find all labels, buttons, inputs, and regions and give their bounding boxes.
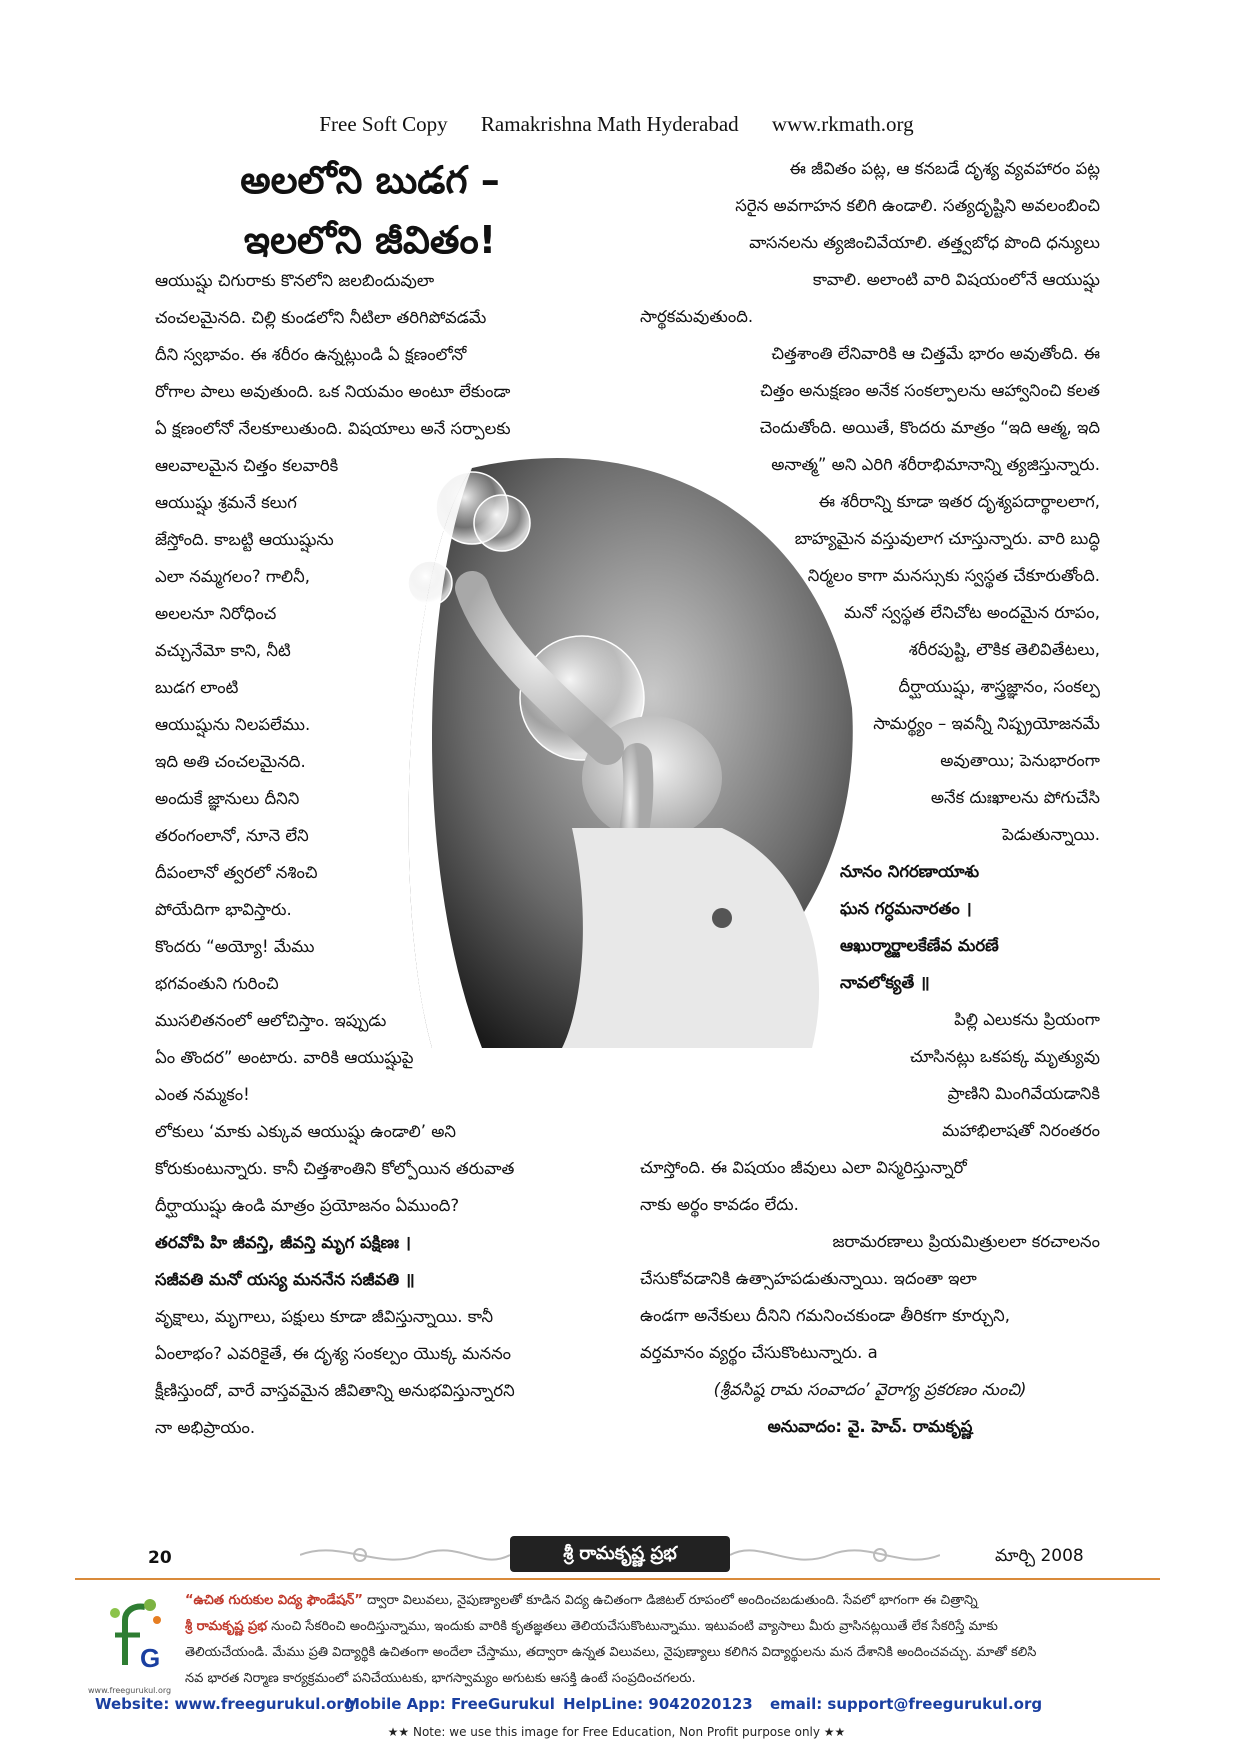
paragraph-line: ముసలితనంలో ఆలోచిస్తాం. ఇప్పుడు xyxy=(155,1011,387,1030)
usage-note: ★★ Note: we use this image for Free Education, Non Profit purpose only ★★ xyxy=(387,1725,846,1739)
paragraph-line: చిత్తం అనుక్షణం అనేక సంకల్పాలను ఆహ్వానించి కలత xyxy=(760,381,1100,400)
article-translator: అనువాదం: వై. హెచ్. రామకృష్ణ xyxy=(767,1417,973,1436)
article-source: (శ్రీవసిష్ఠ రామ సంవాదం’ వైరాగ్య ప్రకరణం నుంచి) xyxy=(713,1380,1027,1399)
email-link[interactable]: email: support@freegurukul.org xyxy=(770,1695,1043,1713)
paragraph-line: మహాభిలాషతో నిరంతరం xyxy=(942,1121,1100,1140)
magazine-name: శ్రీ రామకృష్ణ ప్రభ xyxy=(510,1536,730,1572)
title-line: ఇలలోని జీవితం! xyxy=(243,218,497,262)
paragraph-line: వాసనలను త్యజించివేయాలి. తత్త్వబోధ పొంది ధన్యులు xyxy=(749,233,1100,252)
paragraph-line: దీపంలానో త్వరలో నశించి xyxy=(155,863,318,882)
paragraph-line: నా అభిప్రాయం. xyxy=(155,1418,256,1437)
paragraph-line: ఉండగా అనేకులు దీనిని గమనించకుండా తీరికగా కూర్చుని, xyxy=(640,1306,1010,1325)
paragraph-line: చూస్తోంది. ఈ విషయం జీవులు ఎలా విస్మరిస్తున్నారో xyxy=(640,1158,967,1177)
article-title xyxy=(150,150,590,270)
paragraph-line: వృక్షాలు, మృగాలు, పక్షులు కూడా జీవిస్తున్నాయి. కానీ xyxy=(155,1307,494,1326)
paragraph-line: ప్రాణిని మింగివేయడానికి xyxy=(947,1084,1100,1103)
verse-line: సజీవతి మనో యస్య మననేన సజీవతి ॥ xyxy=(155,1270,415,1289)
verse-line: ఘన గర్ధమనారతం । xyxy=(840,899,972,918)
paragraph-line: ఆయుష్షును నిలపలేము. xyxy=(155,715,311,734)
paragraph-line: ఆయుష్షు చిగురాకు కొనలోని జలబిందువులా xyxy=(155,271,435,290)
article-left-column xyxy=(155,262,615,1446)
paragraph-line: పోయేదిగా భావిస్తారు. xyxy=(155,900,292,919)
paragraph-line: జరామరణాలు ప్రియమిత్రులలా కరచాలనం xyxy=(832,1232,1100,1251)
paragraph-line: ఎంత నమ్మకం! xyxy=(155,1085,250,1104)
paragraph-line: అందుకే జ్ఞానులు దీనిని xyxy=(155,789,300,808)
paragraph-line: దీర్ఘాయుష్షు ఉండి మాత్రం ప్రయోజనం ఏముంది? xyxy=(155,1196,460,1215)
notice-text: నుంచి సేకరించి అందిస్తున్నాము, ఇందుకు వారికి కృతజ్ఞతలు తెలియచేసుకొంటున్నాము. ఇటువంటి వ్యాసాలు మీరు వ్రాసినట్లయితే లేక సేకరిస్తే మాకు xyxy=(266,1619,998,1634)
paragraph-line: దీర్ఘాయుష్షు, శాస్త్రజ్ఞానం, సంకల్ప xyxy=(898,677,1100,696)
page-number: 20 xyxy=(148,1548,172,1568)
paragraph-line: ఈ జీవితం పట్ల, ఆ కనబడే దృశ్య వ్యవహారం పట్ల xyxy=(789,159,1100,178)
mobile-app-link[interactable]: Mobile App: FreeGurukul xyxy=(345,1695,555,1713)
freegurukul-notice xyxy=(185,1588,1115,1692)
notice-text: తెలియచేయండి. మేము ప్రతి విద్యార్థికి ఉచితంగా అందేలా చేస్తాము, తద్వారా ఉన్నత విలువలు, నైపుణ్యాలు కలిగిన విద్యార్థులను మన దేశానికి అందించవచ్చు. మాతో కలిసి xyxy=(185,1645,1037,1660)
paragraph-line: ఇది అతి చంచలమైనది. xyxy=(155,752,306,771)
paragraph-line: ఆలవాలమైన చిత్తం కలవారికి xyxy=(155,456,339,475)
page-header xyxy=(0,112,1233,137)
paragraph-line: చిత్తశాంతి లేనివారికి ఆ చిత్తమే భారం అవుతోంది. ఈ xyxy=(771,344,1100,363)
footer-divider xyxy=(75,1578,1160,1580)
website-link[interactable]: Website: www.freegurukul.org xyxy=(95,1695,355,1713)
paragraph-line: దీని స్వభావం. ఈ శరీరం ఉన్నట్లుండి ఏ క్షణంలోనో xyxy=(155,345,467,364)
verse-line: నావలోక్యతే ॥ xyxy=(840,973,930,992)
paragraph-line: భగవంతుని గురించి xyxy=(155,974,279,993)
paragraph-line: నాకు అర్థం కావడం లేదు. xyxy=(640,1195,799,1214)
paragraph-line: చేసుకోవడానికి ఉత్సాహపడుతున్నాయి. ఇదంతా ఇలా xyxy=(640,1269,977,1288)
paragraph-line: బాహ్యమైన వస్తువులాగ చూస్తున్నారు. వారి బుద్ధి xyxy=(794,529,1100,548)
svg-text:G: G xyxy=(140,1643,161,1673)
paragraph-line: సార్థకమవుతుంది. xyxy=(640,307,754,326)
paragraph-line: ఎలా నమ్మగలం? గాలినీ, xyxy=(155,567,310,586)
notice-text: ద్వారా విలువలు, నైపుణ్యాలతో కూడిన విద్య ఉచితంగా డిజిటల్ రూపంలో అందించబడుతుంది. సేవలో భాగంగా ఈ చిత్రాన్ని xyxy=(362,1593,978,1608)
article-right-column xyxy=(640,150,1100,1445)
foundation-name: “ఉచిత గురుకుల విద్య ఫౌండేషన్” xyxy=(185,1593,363,1608)
paragraph-line: అనాత్మ” అని ఎరిగి శరీరాభిమానాన్ని త్యజిస్తున్నారు. xyxy=(771,455,1100,474)
verse-line: నూనం నిగరణాయాశు xyxy=(840,862,980,881)
freegurukul-logo-url: www.freegurukul.org xyxy=(88,1686,172,1695)
paragraph-line: పెడుతున్నాయి. xyxy=(1002,825,1100,844)
paragraph-line: క్షీణిస్తుందో, వారే వాస్తవమైన జీవితాన్ని అనుభవిస్తున్నారని xyxy=(155,1381,515,1400)
verse-line: తరవోపి హి జీవన్తి, జీవన్తి మృగ పక్షిణః । xyxy=(155,1233,411,1252)
paragraph-line: చెందుతోంది. అయితే, కొందరు మాత్రం “ఇది ఆత్మ, ఇది xyxy=(759,418,1100,437)
paragraph-line: లోకులు ‘మాకు ఎక్కువ ఆయుష్షు ఉండాలి’ అని xyxy=(155,1122,457,1141)
paragraph-line: చూసినట్లు ఒకపక్క మృత్యువు xyxy=(910,1047,1100,1066)
header-free-copy: Free Soft Copy xyxy=(319,112,448,136)
paragraph-line: కోరుకుంటున్నారు. కానీ చిత్తశాంతిని కోల్పోయిన తరువాత xyxy=(155,1159,515,1178)
paragraph-line: సరైన అవగాహన కలిగి ఉండాలి. సత్యదృష్టిని అవలంబించి xyxy=(735,196,1100,215)
paragraph-line: శరీరపుష్టి, లౌకిక తెలివితేటలు, xyxy=(908,640,1100,659)
paragraph-line: బుడగ లాంటి xyxy=(155,678,239,697)
paragraph-line: అలలనూ నిరోధించ xyxy=(155,604,277,623)
paragraph-line: కావాలి. అలాంటి వారి విషయంలోనే ఆయుష్షు xyxy=(812,270,1100,289)
paragraph-line: అవుతాయి; పెనుభారంగా xyxy=(940,751,1100,770)
notice-text: నవ భారత నిర్మాణ కార్యక్రమంలో పనిచేయుటకు, భాగస్వామ్యం అగుటకు ఆసక్తి ఉంటే సంప్రదించగలరు. xyxy=(185,1671,696,1686)
magazine-credit: శ్రీ రామకృష్ణ ప్రభ xyxy=(185,1619,267,1634)
header-website[interactable]: www.rkmath.org xyxy=(771,112,914,136)
paragraph-line: కొందరు “అయ్యో! మేము xyxy=(155,937,315,956)
verse-line: ఆఖుర్మార్జాలకేణేవ మరణే xyxy=(840,936,999,955)
paragraph-line: ఆయుష్షు శ్రమనే కలుగ xyxy=(155,493,297,512)
paragraph-line: ఏంలాభం? ఎవరికైతే, ఈ దృశ్య సంకల్పం యొక్క మననం xyxy=(155,1344,512,1363)
issue-date: మార్చి 2008 xyxy=(995,1546,1084,1566)
header-publisher: Ramakrishna Math Hyderabad xyxy=(480,112,739,136)
paragraph-line: చంచలమైనది. చిల్లి కుండలోని నీటిలా తరిగిపోవడమే xyxy=(155,308,487,327)
paragraph-line: రోగాల పాలు అవుతుంది. ఒక నియమం అంటూ లేకుండా xyxy=(155,382,511,401)
paragraph-line: తరంగంలానో, నూనె లేని xyxy=(155,826,309,845)
paragraph-line: మనో స్వస్థత లేనిచోట అందమైన రూపం, xyxy=(844,603,1100,622)
paragraph-line: ఏం తొందర” అంటారు. వారికి ఆయుష్షుపై xyxy=(155,1048,414,1067)
paragraph-line: జేస్తోంది. కాబట్టి ఆయుష్షును xyxy=(155,530,334,549)
title-line: అలలోని బుడగ – xyxy=(240,158,500,202)
paragraph-line: అనేక దుఃఖాలను పోగుచేసి xyxy=(930,788,1100,807)
paragraph-line: ఏ క్షణంలోనో నేలకూలుతుంది. విషయాలు అనే సర్పాలకు xyxy=(155,419,511,438)
paragraph-line: సామర్థ్యం – ఇవన్నీ నిష్ప్రయోజనమే xyxy=(873,714,1100,733)
helpline-number[interactable]: HelpLine: 9042020123 xyxy=(563,1695,753,1713)
paragraph-line: పిల్లి ఎలుకను ప్రియంగా xyxy=(954,1010,1100,1029)
paragraph-line: నిర్మలం కాగా మనస్సుకు స్వస్థత చేకూరుతోంది. xyxy=(807,566,1100,585)
paragraph-line: వర్తమానం వ్యర్థం చేసుకొంటున్నారు. a xyxy=(640,1343,878,1362)
paragraph-line: వచ్చునేమో కాని, నీటి xyxy=(155,641,291,660)
paragraph-line: ఈ శరీరాన్ని కూడా ఇతర దృశ్యపదార్థాలలాగ, xyxy=(818,492,1100,511)
freegurukul-logo-icon xyxy=(95,1595,175,1685)
